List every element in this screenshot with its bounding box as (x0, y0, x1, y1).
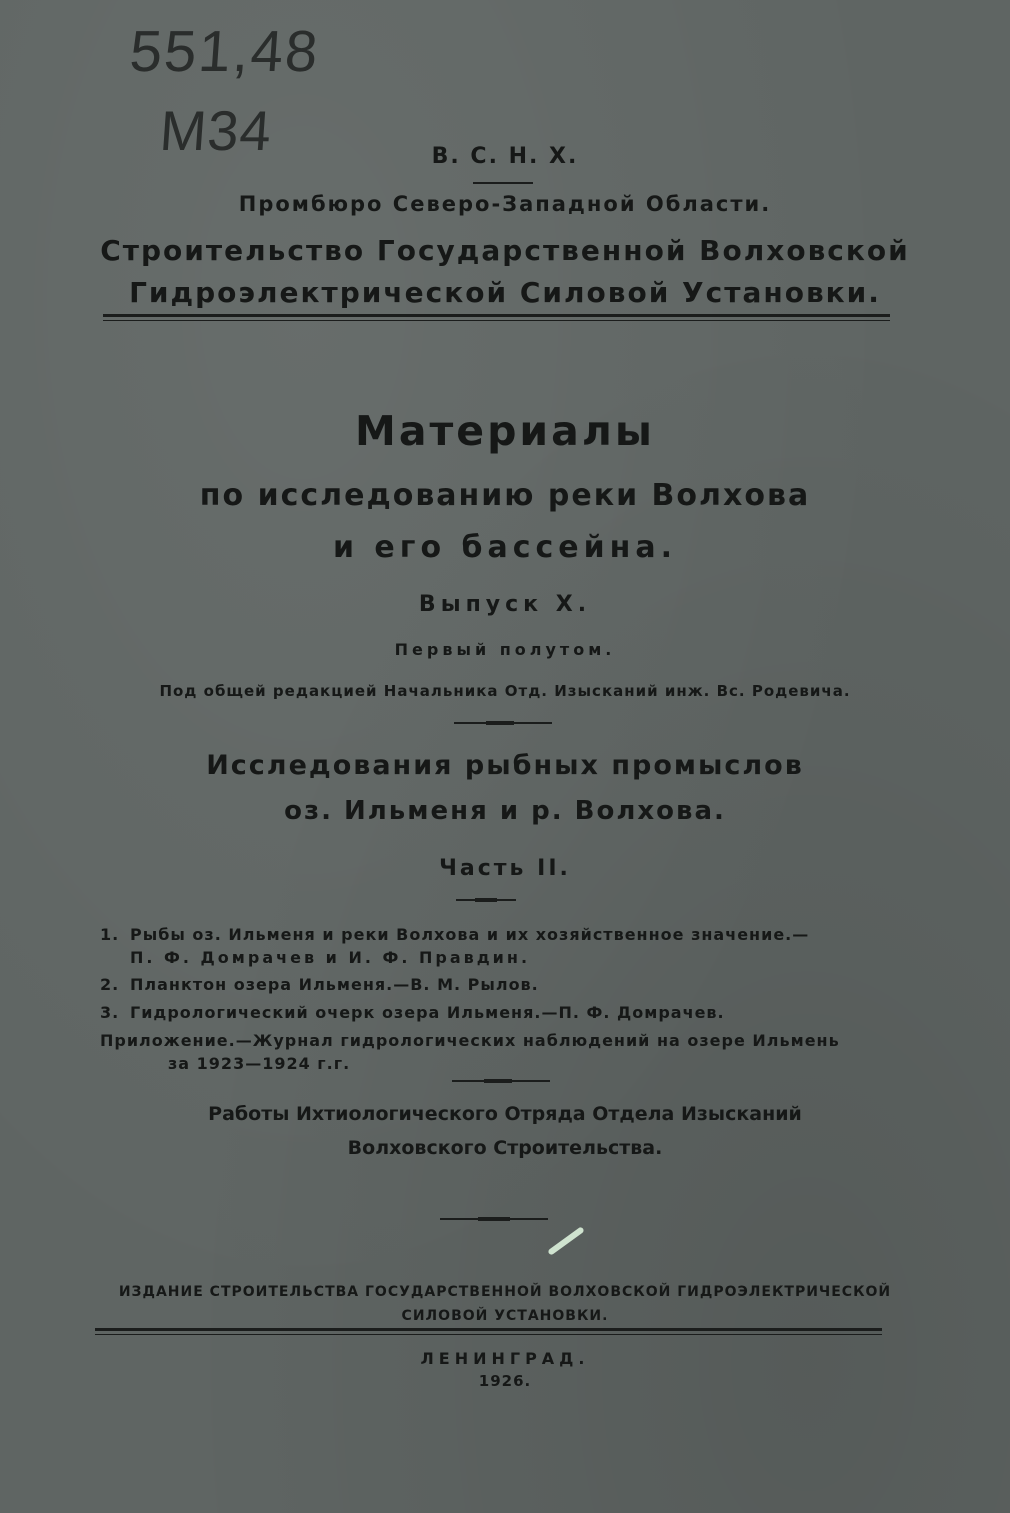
contents-item-number: 2. (100, 975, 120, 994)
half-volume-label: Первый полутом. (394, 640, 616, 659)
ornament-center-2 (475, 898, 497, 902)
title-main: Материалы (355, 407, 655, 455)
title-line-3: и его бассейна. (332, 530, 678, 565)
contents-item-1-cont (100, 948, 530, 967)
contents-item-number: 1. (100, 925, 120, 944)
shelf-mark-code: М34 (157, 99, 275, 162)
contents-item-3 (100, 1003, 725, 1022)
imprint-line-2: СИЛОВОЙ УСТАНОВКИ. (401, 1308, 609, 1324)
ornament-center-3 (484, 1079, 512, 1083)
contents-item-2 (100, 975, 539, 994)
ornament-center (486, 721, 514, 725)
contents-item-text: Планктон озера Ильменя.—В. М. Рылов. (130, 975, 539, 994)
imprint-rule-bottom (95, 1334, 882, 1335)
double-rule-top (103, 314, 890, 317)
construction-line-1: Строительство Государственной Волховской (100, 234, 910, 267)
shelf-mark-number: 551,48 (127, 19, 322, 84)
subject-line-1: Исследования рыбных промыслов (206, 750, 804, 781)
editor-line: Под общей редакцией Начальника Отд. Изысканий инж. Вс. Родевича. (159, 682, 851, 700)
imprint-line-1: ИЗДАНИЕ СТРОИТЕЛЬСТВА ГОСУДАРСТВЕННОЙ ВОЛХОВСКОЙ ГИДРОЭЛЕКТРИЧЕСКОЙ (118, 1284, 892, 1300)
bureau-line: Промбюро Северо-Западной Области. (238, 192, 772, 216)
year: 1926. (478, 1372, 532, 1390)
imprint-rule-top (95, 1328, 882, 1331)
title-line-2: по исследованию реки Волхова (199, 478, 811, 513)
subject-line-2: оз. Ильменя и р. Волхова. (284, 796, 726, 826)
contents-item-text: Приложение.—Журнал гидрологических наблюдений на озере Ильмень (100, 1031, 840, 1050)
contents-item-text: Рыбы оз. Ильменя и реки Волхова и их хозяйственное значение.— (130, 925, 810, 944)
works-line-1: Работы Ихтиологического Отряда Отдела Изысканий (208, 1103, 802, 1125)
pencil-mark (547, 1226, 585, 1256)
part-label: Часть II. (439, 856, 571, 881)
works-line-2: Волховского Строительства. (347, 1137, 663, 1159)
divider (473, 182, 533, 184)
construction-line-2: Гидроэлектрической Силовой Установки. (129, 276, 881, 309)
contents-item-text: Гидрологический очерк озера Ильменя.—П. Ф. Домрачев. (130, 1003, 725, 1022)
ornament-center-4 (478, 1217, 510, 1221)
issue-label: Выпуск X. (418, 592, 592, 617)
org-short: В. С. Н. Х. (431, 144, 579, 169)
contents-item-1 (100, 925, 809, 944)
double-rule-bottom (103, 320, 890, 321)
city: ЛЕНИНГРАД. (420, 1349, 590, 1368)
contents-appendix (100, 1031, 840, 1050)
contents-item-years: за 1923—1924 г.г. (168, 1054, 351, 1073)
contents-item-authors: П. Ф. Домрачев и И. Ф. Правдин. (130, 948, 531, 967)
contents-appendix-cont (100, 1054, 350, 1073)
contents-item-number: 3. (100, 1003, 120, 1022)
